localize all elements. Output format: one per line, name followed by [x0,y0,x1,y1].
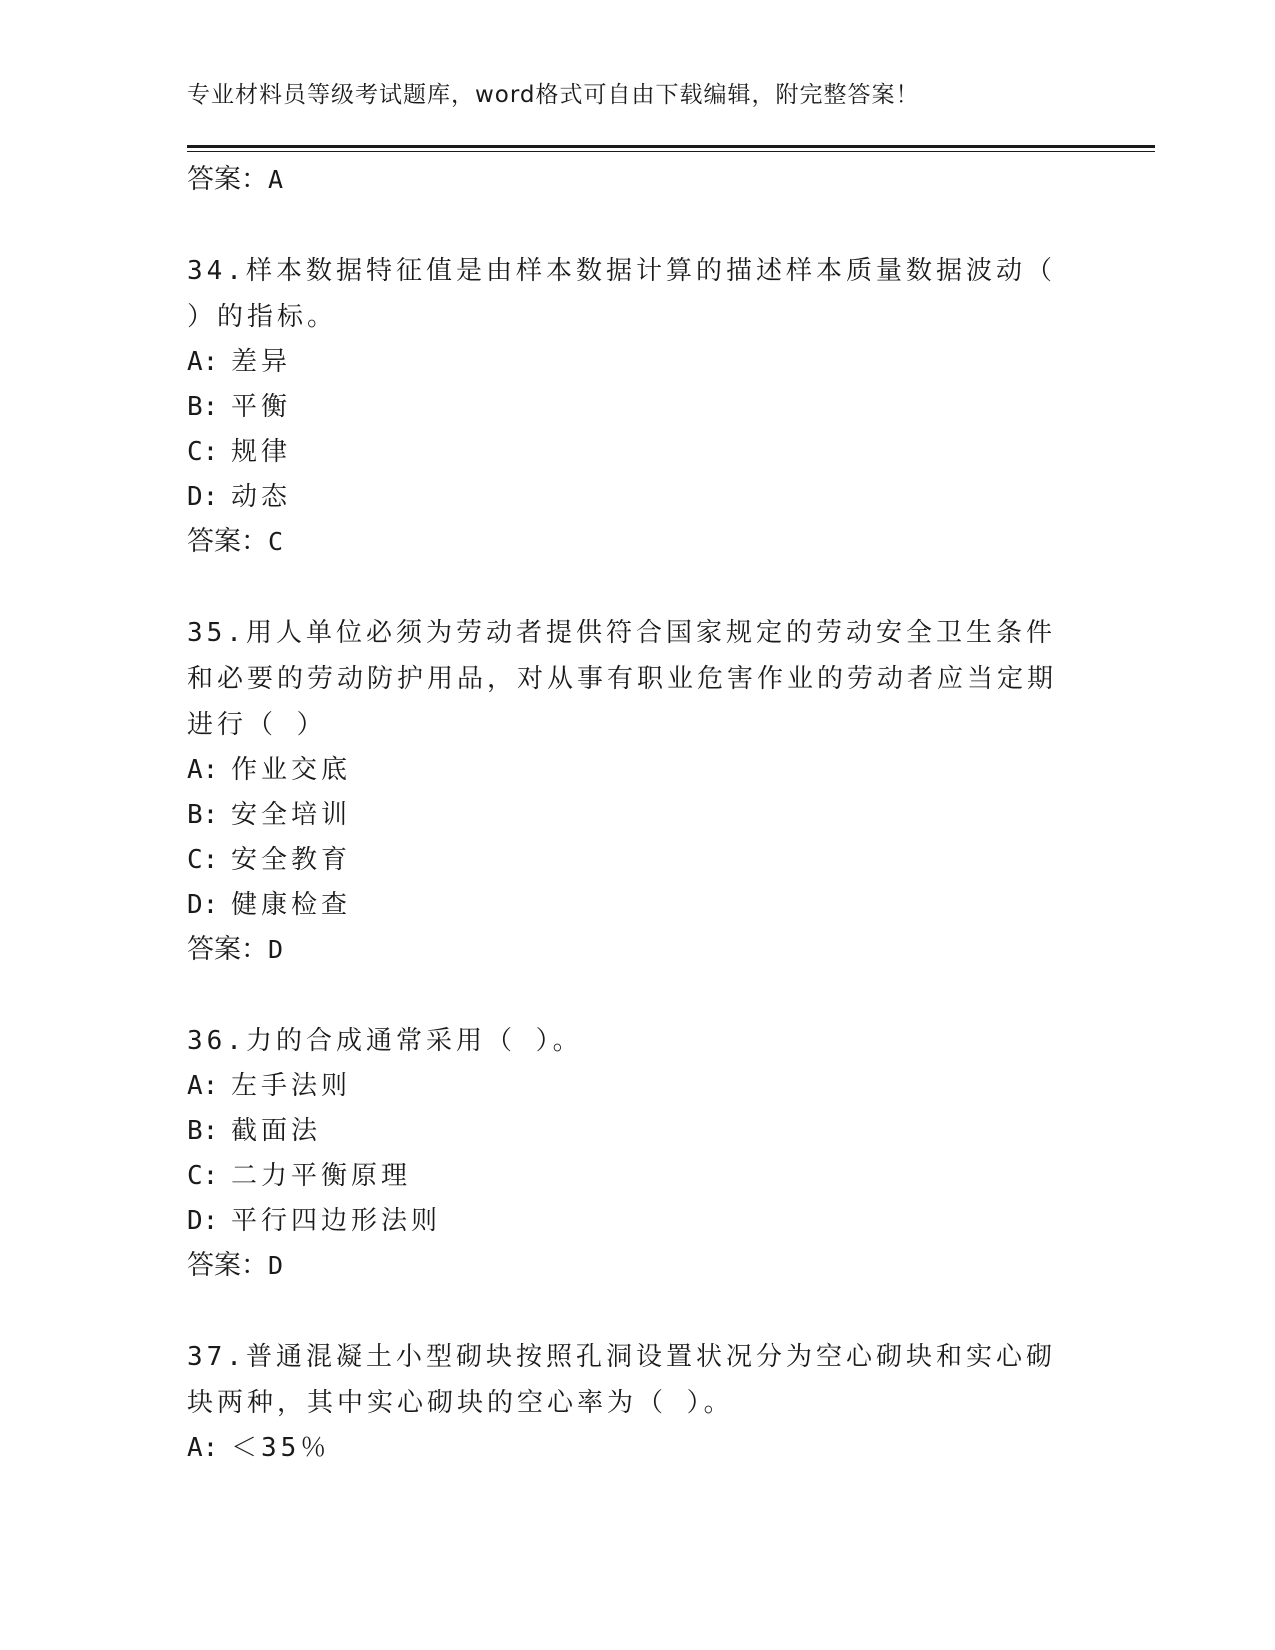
option-letter: D: [187,482,219,512]
answer-label: 答案： [187,1250,268,1281]
answer-label: 答案： [187,934,268,965]
question-answer [187,928,1087,972]
option-text: 健康检查 [231,890,352,920]
option-letter: B: [187,1116,219,1146]
option-letter: B: [187,392,219,422]
option-b [187,793,1087,838]
option-a [187,748,1087,793]
option-b [187,1109,1087,1154]
option-text: 规律 [231,437,292,467]
option-c [187,838,1087,883]
option-d [187,883,1087,928]
option-a [187,340,1087,385]
option-letter: C: [187,845,219,875]
answer-value: A [268,165,284,194]
question-34 [187,248,1087,564]
option-text: 作业交底 [231,755,352,785]
question-answer [187,520,1087,564]
document-header: 专业材料员等级考试题库，word格式可自由下载编辑，附完整答案！ [187,82,920,108]
option-letter: D: [187,1206,219,1236]
option-a [187,1064,1087,1109]
answer-value: C [268,527,284,556]
option-text: 差异 [231,347,292,377]
question-35 [187,610,1087,972]
question-text: 36.力的合成通常采用（ ）。 [187,1026,583,1056]
option-text: 动态 [231,482,292,512]
question-text: 35.用人单位必须为劳动者提供符合国家规定的劳动安全卫生条件和必要的劳动防护用品，对从事有职业危害作业的劳动者应当定期进行（ ） [187,618,1058,740]
option-letter: C: [187,437,219,467]
option-c [187,430,1087,475]
option-letter: A: [187,1071,219,1101]
option-a [187,1426,1087,1471]
option-text: 安全培训 [231,800,352,830]
answer-value: D [268,935,284,964]
option-b [187,385,1087,430]
option-letter: A: [187,347,219,377]
option-d [187,475,1087,520]
previous-answer [187,158,1087,202]
answer-label: 答案： [187,164,268,195]
option-c [187,1154,1087,1199]
option-letter: D: [187,890,219,920]
option-letter: B: [187,800,219,830]
option-text: 二力平衡原理 [231,1161,412,1191]
option-text: ＜35％ [231,1433,331,1463]
question-37 [187,1334,1087,1471]
answer-label: 答案： [187,526,268,557]
question-36 [187,1018,1087,1288]
header-rule-thick [187,145,1155,148]
header-rule-thin [187,151,1155,152]
option-text: 平行四边形法则 [231,1206,442,1236]
option-text: 截面法 [231,1116,322,1146]
option-d [187,1199,1087,1244]
option-text: 左手法则 [231,1071,352,1101]
option-letter: A: [187,1433,219,1463]
question-answer [187,1244,1087,1288]
option-letter: C: [187,1161,219,1191]
option-text: 安全教育 [231,845,352,875]
question-text: 37.普通混凝土小型砌块按照孔洞设置状况分为空心砌块和实心砌块两种，其中实心砌块的空心率为（ ）。 [187,1342,1056,1418]
question-text: 34.样本数据特征值是由样本数据计算的描述样本质量数据波动（ ）的指标。 [187,256,1056,332]
answer-value: D [268,1251,284,1280]
option-letter: A: [187,755,219,785]
option-text: 平衡 [231,392,292,422]
question-content [187,158,1087,1471]
